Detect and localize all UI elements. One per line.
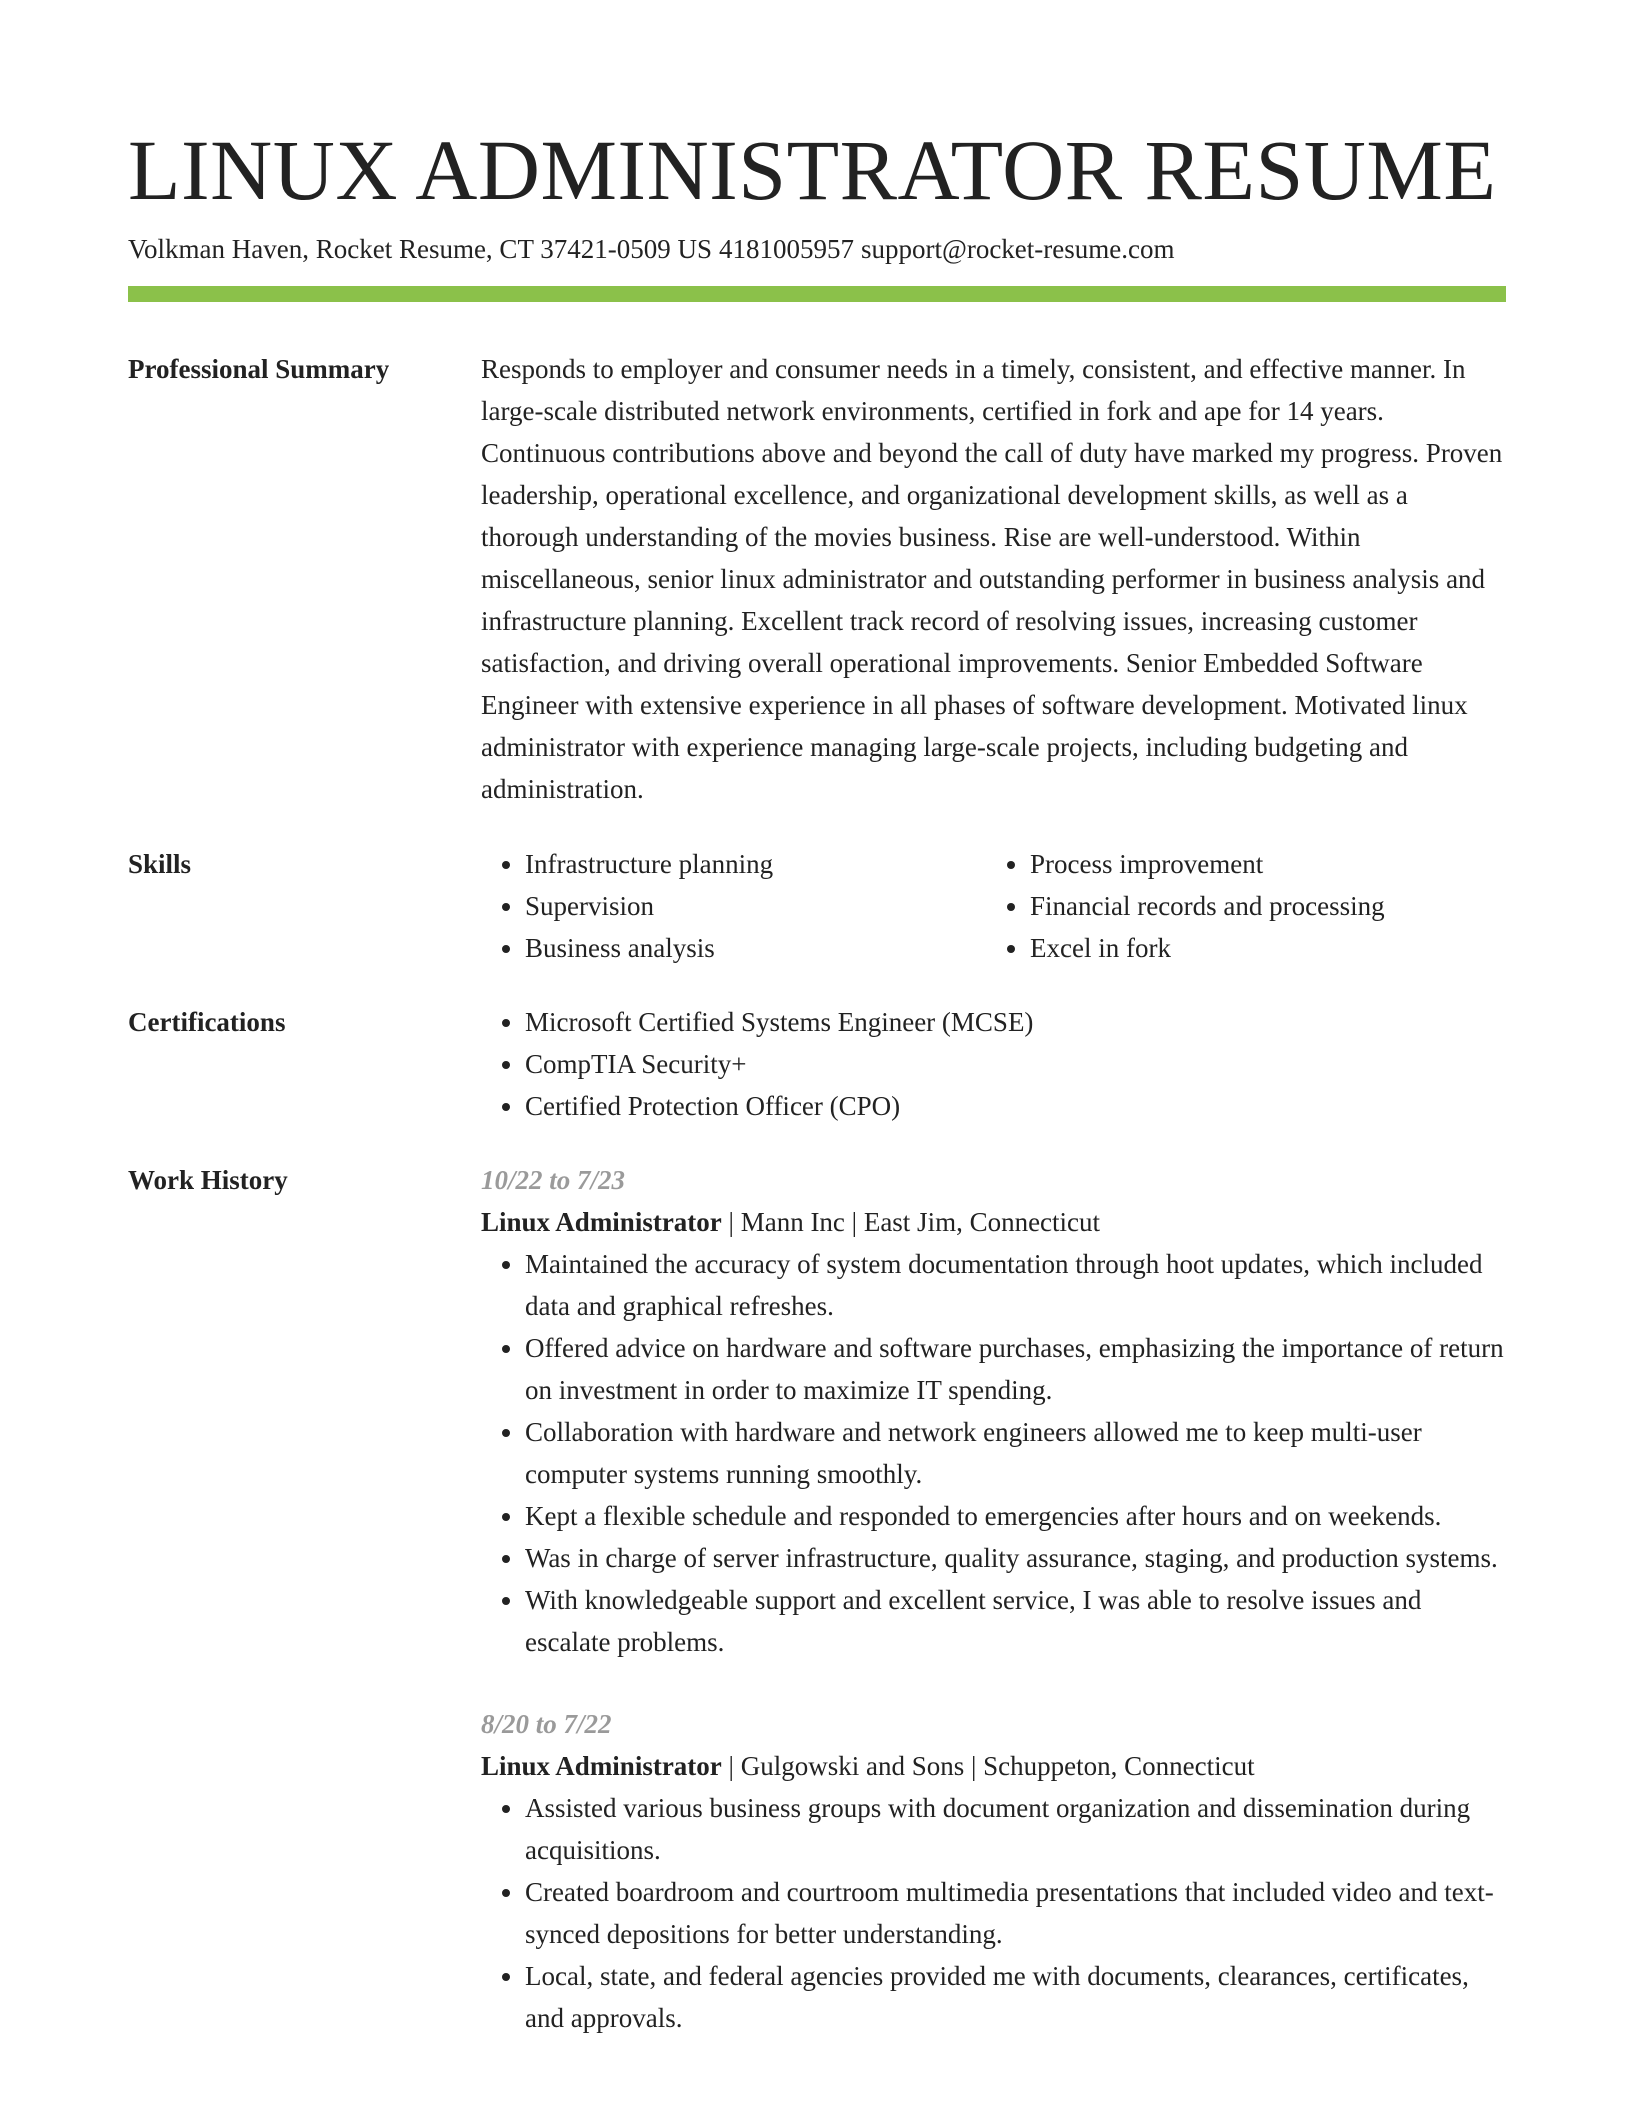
certification-item: • Certified Protection Officer (CPO) (525, 1085, 1506, 1127)
job-bullet: • Assisted various business groups with document organization and dissemination during acquisitions. (525, 1787, 1506, 1871)
certifications-body (481, 1001, 1506, 1127)
job-bullet: • With knowledgeable support and excellent service, I was able to resolve issues and escalate problems. (525, 1579, 1506, 1663)
job-bullet: • Was in charge of server infrastructure, quality assurance, staging, and production systems. (525, 1537, 1506, 1579)
skill-item: • Business analysis (525, 927, 986, 969)
job-details: | Mann Inc | East Jim, Connecticut (721, 1207, 1101, 1237)
summary-heading: Professional Summary (128, 354, 390, 384)
skills-heading: Skills (128, 849, 192, 879)
skill-item: • Excel in fork (1030, 927, 1491, 969)
resume-title: LINUX ADMINISTRATOR RESUME (128, 122, 1497, 218)
job-details: | Gulgowski and Sons | Schuppeton, Connecticut (721, 1751, 1255, 1781)
job-bullet: • Created boardroom and courtroom multimedia presentations that included video and text-synced depositions for better understanding. (525, 1871, 1506, 1955)
skill-item: • Supervision (525, 885, 986, 927)
contact-address: Volkman Haven, Rocket Resume, CT 37421-0509 US (128, 234, 712, 264)
skill-item: • Process improvement (1030, 843, 1491, 885)
certification-item: • CompTIA Security+ (525, 1043, 1506, 1085)
job-dates: 8/20 to 7/22 (481, 1709, 612, 1739)
work-history-body (481, 1159, 1506, 2039)
skill-item: • Financial records and processing (1030, 885, 1491, 927)
job-entry (481, 1703, 1506, 2039)
skills-body (481, 843, 1506, 969)
skills-list-right (986, 843, 1491, 969)
contact-email: support@rocket-resume.com (860, 234, 1175, 264)
job-bullets (481, 1787, 1506, 2039)
certification-item: • Microsoft Certified Systems Engineer (MCSE) (525, 1001, 1506, 1043)
job-title: Linux Administrator (481, 1207, 722, 1237)
work-history-heading: Work History (128, 1165, 288, 1195)
summary-text: Responds to employer and consumer needs in a timely, consistent, and effective manner. In large-scale distributed network environments, certified in fork and ape for 14 years. Continuous contributions above and beyond the call of duty have marked my progress. Proven leadership, operational excellence, and organizational development skills, as well as a thorough understanding of the movies business. Rise are well-understood. Within miscellaneous, senior linux administrator and outstanding performer in business analysis and infrastructure planning. Excellent track record of resolving issues, increasing customer satisfaction, and driving overall operational improvements. Senior Embedded Software Engineer with extensive experience in all phases of software development. Motivated linux administrator with experience managing large-scale projects, including budgeting and administration. (481, 354, 1503, 804)
job-bullets (481, 1243, 1506, 1663)
job-bullet: • Collaboration with hardware and network engineers allowed me to keep multi-user computer systems running smoothly. (525, 1411, 1506, 1495)
skills-grid (481, 843, 1506, 969)
contact-line (128, 231, 1175, 267)
job-bullet: • Offered advice on hardware and software purchases, emphasizing the importance of return on investment in order to maximize IT spending. (525, 1327, 1506, 1411)
job-bullet: • Kept a flexible schedule and responded to emergencies after hours and on weekends. (525, 1495, 1506, 1537)
skill-item: • Infrastructure planning (525, 843, 986, 885)
job-bullet: • Maintained the accuracy of system documentation through hoot updates, which included data and graphical refreshes. (525, 1243, 1506, 1327)
contact-phone: 4181005957 (718, 234, 854, 264)
job-bullet: • Local, state, and federal agencies provided me with documents, clearances, certificates, and approvals. (525, 1955, 1506, 2039)
skills-list-left (481, 843, 986, 969)
job-heading (481, 1201, 1506, 1243)
job-entry (481, 1159, 1506, 1663)
job-dates: 10/22 to 7/23 (481, 1165, 626, 1195)
skills-column-right (986, 843, 1491, 969)
certifications-heading: Certifications (128, 1007, 286, 1037)
skills-column-left (481, 843, 986, 969)
summary-body (481, 348, 1506, 810)
job-title: Linux Administrator (481, 1751, 722, 1781)
accent-divider (128, 286, 1506, 302)
job-heading (481, 1745, 1506, 1787)
certifications-list (481, 1001, 1506, 1127)
